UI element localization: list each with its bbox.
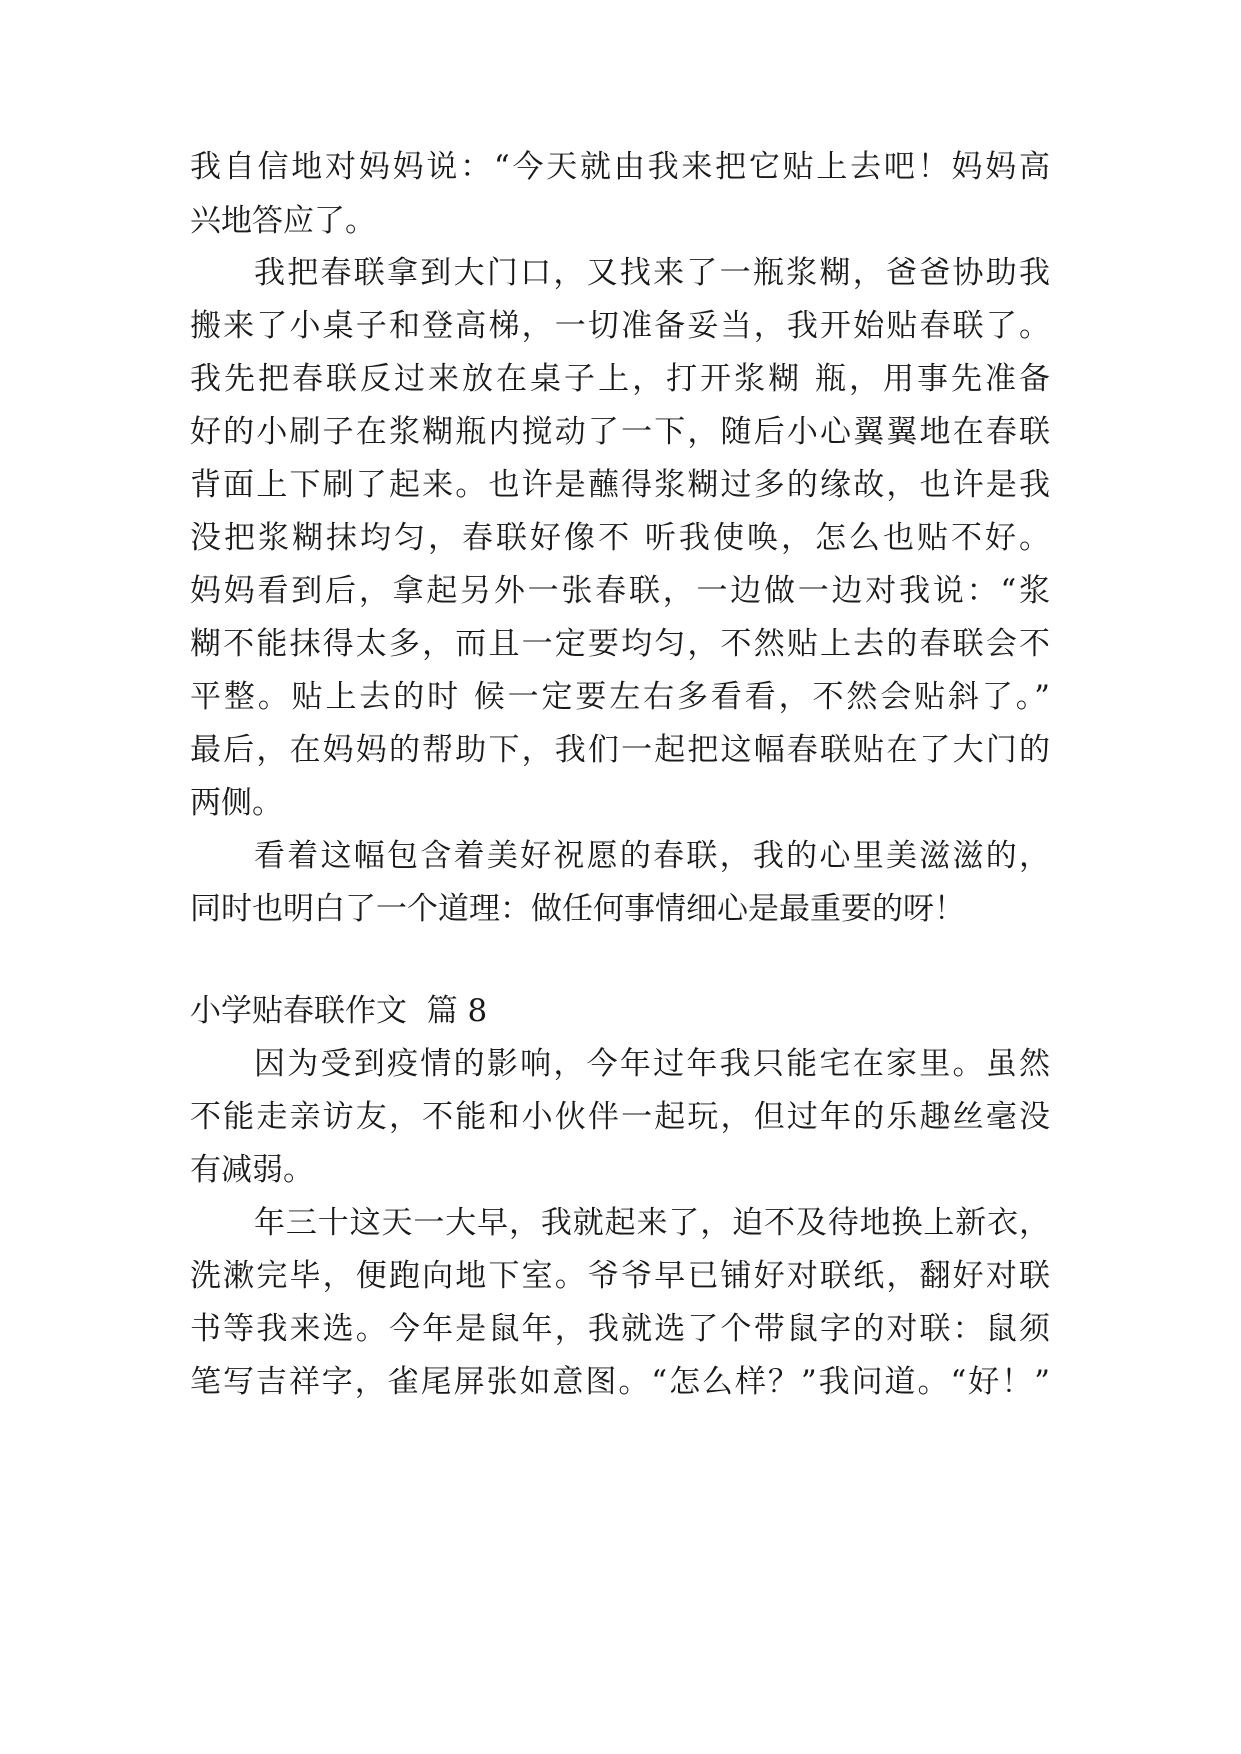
text-line: 因为受到疫情的影响，今年过年我只能宅在家里。虽然: [254, 1046, 1050, 1082]
text-line: 兴地答应了。: [190, 203, 376, 239]
text-line: 我先把春联反过来放在桌子上，打开浆糊 瓶，用事先准备: [190, 361, 1050, 397]
text-line: 搬来了小桌子和登高梯，一切准备妥当，我开始贴春联了。: [190, 308, 1050, 344]
text-line: 书等我来选。今年是鼠年，我就选了个带鼠字的对联：鼠须: [190, 1311, 1050, 1347]
section-heading: 小学贴春联作文 篇 8: [190, 993, 488, 1029]
text-line: 不能走亲访友，不能和小伙伴一起玩，但过年的乐趣丝毫没: [190, 1099, 1050, 1135]
text-line: 我自信地对妈妈说：“今天就由我来把它贴上去吧！妈妈高: [190, 149, 1050, 185]
text-line: 两侧。: [190, 785, 283, 821]
text-line: 好的小刷子在浆糊瓶内搅动了一下，随后小心翼翼地在春联: [190, 414, 1050, 450]
text-line: 背面上下刷了起来。也许是蘸得浆糊过多的缘故，也许是我: [190, 467, 1050, 503]
text-line: 有减弱。: [190, 1152, 314, 1188]
text-line: 没把浆糊抹均匀，春联好像不 听我使唤，怎么也贴不好。: [190, 520, 1050, 556]
text-line: 我把春联拿到大门口，又找来了一瓶浆糊，爸爸协助我: [254, 255, 1050, 291]
text-line: 笔写吉祥字，雀尾屏张如意图。“怎么样？”我问道。“好！”: [190, 1364, 1050, 1400]
text-line: 妈妈看到后，拿起另外一张春联，一边做一边对我说：“浆: [190, 573, 1050, 609]
text-line: 平整。贴上去的时 候一定要左右多看看，不然会贴斜了。”: [190, 679, 1050, 715]
text-line: 年三十这天一大早，我就起来了，迫不及待地换上新衣，: [254, 1205, 1050, 1241]
text-line: 洗漱完毕，便跑向地下室。爷爷早已铺好对联纸，翻好对联: [190, 1258, 1050, 1294]
text-line: 看着这幅包含着美好祝愿的春联，我的心里美滋滋的，: [254, 838, 1050, 874]
text-line: 最后，在妈妈的帮助下，我们一起把这幅春联贴在了大门的: [190, 732, 1050, 768]
text-line: 同时也明白了一个道理：做任何事情细心是最重要的呀！: [190, 891, 965, 927]
text-line: 糊不能抹得太多，而且一定要均匀，不然贴上去的春联会不: [190, 626, 1050, 662]
